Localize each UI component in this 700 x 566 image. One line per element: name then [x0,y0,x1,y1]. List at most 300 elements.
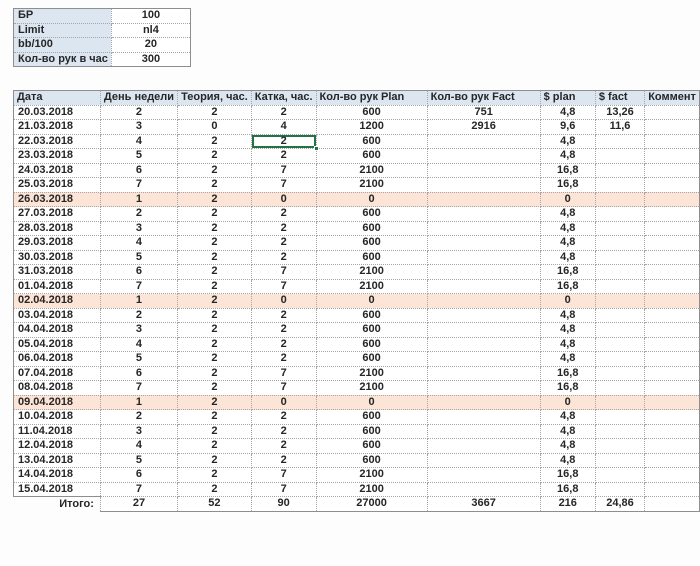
cell-fact[interactable] [427,221,540,236]
cell-theory[interactable]: 2 [178,482,252,497]
cell-plan[interactable]: 0 [316,294,427,309]
cell-plan[interactable]: 2100 [316,468,427,483]
cell-fact[interactable] [427,134,540,149]
cell-dollar_fact[interactable] [595,468,644,483]
cell-theory[interactable]: 2 [178,424,252,439]
cell-day[interactable]: 5 [100,149,177,164]
cell-theory[interactable]: 2 [178,279,252,294]
cell-plan[interactable]: 2100 [316,279,427,294]
cell-katka[interactable]: 4 [251,120,316,135]
cell-fact[interactable] [427,424,540,439]
header-row [14,91,700,106]
cell-fact[interactable] [427,207,540,222]
info-row [14,52,191,67]
table-row [14,192,700,207]
cell-plan[interactable]: 600 [316,410,427,425]
cell-date[interactable]: 08.04.2018 [14,381,101,396]
cell-comment[interactable] [645,381,700,396]
cell-day[interactable]: 5 [100,453,177,468]
cell-comment[interactable] [645,120,700,135]
cell-dollar_fact[interactable] [595,279,644,294]
column-header-comment[interactable]: Коммент [645,91,700,106]
cell-theory[interactable]: 2 [178,352,252,367]
table-row [14,294,700,309]
column-header-theory[interactable]: Теория, час. [178,91,252,106]
cell-plan[interactable]: 2100 [316,366,427,381]
cell-dollar_plan[interactable]: 4,8 [540,424,595,439]
cell-comment[interactable] [645,192,700,207]
cell-katka[interactable]: 2 [251,337,316,352]
cell-day[interactable]: 4 [100,134,177,149]
column-header-dollar_fact[interactable]: $ fact [595,91,644,106]
cell-katka[interactable]: 2 [251,105,316,120]
cell-day[interactable]: 4 [100,236,177,251]
cell-fact[interactable] [427,163,540,178]
cell-dollar_fact[interactable] [595,221,644,236]
cell-fact[interactable] [427,482,540,497]
cell-plan[interactable]: 2100 [316,178,427,193]
cell-fact[interactable] [427,308,540,323]
cell-dollar_fact[interactable] [595,337,644,352]
cell-katka[interactable]: 2 [251,352,316,367]
cell-fact[interactable]: 751 [427,105,540,120]
cell-plan[interactable]: 600 [316,250,427,265]
cell-dollar_plan[interactable]: 4,8 [540,410,595,425]
total-plan[interactable]: 27000 [316,497,427,512]
cell-plan[interactable]: 0 [316,395,427,410]
table-row [14,236,700,251]
cell-theory[interactable]: 2 [178,192,252,207]
info-value[interactable]: 20 [111,38,190,53]
cell-dollar_plan[interactable]: 16,8 [540,265,595,280]
column-header-plan[interactable]: Кол-во рук Plan [316,91,427,106]
table-row [14,323,700,338]
table-row [14,105,700,120]
cell-dollar_plan[interactable]: 4,8 [540,453,595,468]
cell-theory[interactable]: 2 [178,468,252,483]
cell-date[interactable]: 25.03.2018 [14,178,101,193]
cell-dollar_fact[interactable]: 13,26 [595,105,644,120]
cell-day[interactable]: 6 [100,265,177,280]
cell-theory[interactable]: 2 [178,265,252,280]
cell-comment[interactable] [645,308,700,323]
cell-fact[interactable] [427,265,540,280]
cell-katka[interactable]: 7 [251,279,316,294]
cell-day[interactable]: 5 [100,250,177,265]
cell-katka[interactable]: 2 [251,250,316,265]
cell-day[interactable]: 1 [100,192,177,207]
table-row [14,410,700,425]
cell-comment[interactable] [645,178,700,193]
cell-day[interactable]: 7 [100,381,177,396]
cell-comment[interactable] [645,439,700,454]
cell-date[interactable]: 12.04.2018 [14,439,101,454]
total-fact[interactable]: 3667 [427,497,540,512]
cell-fact[interactable] [427,366,540,381]
cell-katka[interactable]: 2 [251,308,316,323]
cell-plan[interactable]: 600 [316,439,427,454]
cell-fact[interactable] [427,352,540,367]
cell-theory[interactable]: 2 [178,337,252,352]
cell-katka[interactable]: 2 [251,134,316,149]
cell-katka[interactable]: 7 [251,482,316,497]
cell-dollar_fact[interactable] [595,352,644,367]
cell-katka[interactable]: 7 [251,366,316,381]
cell-day[interactable]: 5 [100,352,177,367]
info-value[interactable]: 100 [111,9,190,24]
table-row [14,366,700,381]
cell-comment[interactable] [645,410,700,425]
info-label[interactable]: bb/100 [14,38,112,53]
table-row [14,381,700,396]
cell-plan[interactable]: 600 [316,221,427,236]
table-row [14,308,700,323]
cell-dollar_plan[interactable]: 4,8 [540,105,595,120]
cell-fact[interactable] [427,236,540,251]
cell-theory[interactable]: 2 [178,439,252,454]
cell-dollar_fact[interactable] [595,134,644,149]
cell-plan[interactable]: 600 [316,236,427,251]
cell-dollar_plan[interactable]: 0 [540,395,595,410]
fill-handle[interactable] [314,146,319,151]
table-row [14,134,700,149]
cell-fact[interactable] [427,250,540,265]
table-row [14,424,700,439]
cell-dollar_fact[interactable] [595,381,644,396]
cell-comment[interactable] [645,236,700,251]
cell-theory[interactable]: 2 [178,410,252,425]
cell-dollar_fact[interactable] [595,439,644,454]
cell-dollar_plan[interactable]: 4,8 [540,352,595,367]
cell-fact[interactable] [427,323,540,338]
table-row [14,250,700,265]
cell-dollar_plan[interactable]: 4,8 [540,250,595,265]
total-comment[interactable] [645,497,700,512]
cell-katka[interactable]: 2 [251,410,316,425]
cell-dollar_fact[interactable] [595,366,644,381]
cell-katka[interactable]: 7 [251,468,316,483]
cell-dollar_fact[interactable] [595,149,644,164]
cell-fact[interactable] [427,337,540,352]
cell-dollar_plan[interactable]: 9,6 [540,120,595,135]
total-theory[interactable]: 52 [178,497,252,512]
cell-plan[interactable]: 600 [316,424,427,439]
cell-date[interactable]: 07.04.2018 [14,366,101,381]
cell-plan[interactable]: 1200 [316,120,427,135]
cell-day[interactable]: 4 [100,439,177,454]
cell-theory[interactable]: 2 [178,236,252,251]
cell-theory[interactable]: 2 [178,308,252,323]
cell-date[interactable]: 10.04.2018 [14,410,101,425]
cell-katka[interactable]: 2 [251,453,316,468]
table-row [14,482,700,497]
cell-theory[interactable]: 2 [178,221,252,236]
info-table [13,8,191,67]
cell-dollar_fact[interactable] [595,265,644,280]
cell-comment[interactable] [645,395,700,410]
cell-date[interactable]: 28.03.2018 [14,221,101,236]
cell-theory[interactable]: 2 [178,453,252,468]
total-dollar_plan[interactable]: 216 [540,497,595,512]
cell-date[interactable]: 29.03.2018 [14,236,101,251]
cell-theory[interactable]: 2 [178,366,252,381]
table-row [14,178,700,193]
info-label[interactable]: Limit [14,23,112,38]
cell-fact[interactable] [427,149,540,164]
cell-date[interactable]: 06.04.2018 [14,352,101,367]
cell-date[interactable]: 26.03.2018 [14,192,101,207]
table-row [14,337,700,352]
cell-day[interactable]: 2 [100,410,177,425]
cell-comment[interactable] [645,105,700,120]
total-day[interactable]: 27 [100,497,177,512]
cell-day[interactable]: 1 [100,395,177,410]
cell-dollar_fact[interactable] [595,163,644,178]
column-header-dollar_plan[interactable]: $ plan [540,91,595,106]
cell-fact[interactable] [427,439,540,454]
cell-theory[interactable]: 2 [178,294,252,309]
cell-dollar_plan[interactable]: 16,8 [540,163,595,178]
cell-plan[interactable]: 600 [316,105,427,120]
cell-plan[interactable]: 2100 [316,163,427,178]
cell-dollar_plan[interactable]: 16,8 [540,482,595,497]
cell-day[interactable]: 1 [100,294,177,309]
cell-day[interactable]: 6 [100,366,177,381]
total-dollar_fact[interactable]: 24,86 [595,497,644,512]
total-katka[interactable]: 90 [251,497,316,512]
cell-theory[interactable]: 2 [178,207,252,222]
cell-fact[interactable] [427,410,540,425]
cell-theory[interactable]: 2 [178,105,252,120]
cell-comment[interactable] [645,352,700,367]
table-row [14,439,700,454]
column-header-day[interactable]: День недели [100,91,177,106]
column-header-katka[interactable]: Катка, час. [251,91,316,106]
cell-theory[interactable]: 2 [178,163,252,178]
cell-dollar_plan[interactable]: 4,8 [540,134,595,149]
cell-fact[interactable] [427,395,540,410]
cell-plan[interactable]: 2100 [316,265,427,280]
cell-fact[interactable]: 2916 [427,120,540,135]
table-row [14,265,700,280]
cell-comment[interactable] [645,482,700,497]
cell-comment[interactable] [645,453,700,468]
cell-comment[interactable] [645,250,700,265]
table-row [14,468,700,483]
cell-dollar_fact[interactable] [595,410,644,425]
cell-day[interactable]: 3 [100,221,177,236]
cell-katka[interactable]: 2 [251,424,316,439]
cell-katka[interactable]: 7 [251,265,316,280]
cell-comment[interactable] [645,424,700,439]
cell-comment[interactable] [645,468,700,483]
cell-dollar_fact[interactable] [595,207,644,222]
cell-katka[interactable]: 2 [251,149,316,164]
cell-fact[interactable] [427,468,540,483]
cell-plan[interactable]: 600 [316,352,427,367]
cell-plan[interactable]: 600 [316,149,427,164]
cell-theory[interactable]: 2 [178,134,252,149]
cell-dollar_plan[interactable]: 4,8 [540,207,595,222]
cell-dollar_fact[interactable] [595,294,644,309]
table-row [14,207,700,222]
cell-date[interactable]: 21.03.2018 [14,120,101,135]
info-value[interactable]: 300 [111,52,190,67]
cell-comment[interactable] [645,323,700,338]
cell-dollar_plan[interactable]: 16,8 [540,279,595,294]
cell-theory[interactable]: 0 [178,120,252,135]
cell-comment[interactable] [645,337,700,352]
cell-fact[interactable] [427,453,540,468]
cell-dollar_fact[interactable] [595,424,644,439]
cell-theory[interactable]: 2 [178,323,252,338]
cell-day[interactable]: 2 [100,308,177,323]
cell-dollar_plan[interactable]: 16,8 [540,468,595,483]
cell-day[interactable]: 2 [100,105,177,120]
cell-dollar_fact[interactable] [595,323,644,338]
table-row [14,221,700,236]
cell-katka[interactable]: 0 [251,192,316,207]
cell-katka[interactable]: 7 [251,178,316,193]
cell-dollar_fact[interactable] [595,453,644,468]
totals-row [14,497,700,512]
cell-katka[interactable]: 0 [251,294,316,309]
cell-comment[interactable] [645,221,700,236]
cell-comment[interactable] [645,134,700,149]
cell-dollar_plan[interactable]: 16,8 [540,366,595,381]
cell-dollar_plan[interactable]: 0 [540,192,595,207]
table-row [14,163,700,178]
cell-date[interactable]: 13.04.2018 [14,453,101,468]
cell-katka[interactable]: 2 [251,439,316,454]
cell-date[interactable]: 20.03.2018 [14,105,101,120]
cell-dollar_plan[interactable]: 4,8 [540,439,595,454]
cell-dollar_fact[interactable]: 11,6 [595,120,644,135]
cell-day[interactable]: 3 [100,424,177,439]
cell-katka[interactable]: 2 [251,221,316,236]
cell-plan[interactable]: 600 [316,337,427,352]
info-label[interactable]: Кол-во рук в час [14,52,112,67]
cell-plan[interactable]: 600 [316,453,427,468]
cell-dollar_plan[interactable]: 4,8 [540,236,595,251]
cell-theory[interactable]: 2 [178,178,252,193]
cell-date[interactable]: 02.04.2018 [14,294,101,309]
cell-fact[interactable] [427,192,540,207]
cell-dollar_plan[interactable]: 4,8 [540,337,595,352]
info-value[interactable]: nl4 [111,23,190,38]
cell-theory[interactable]: 2 [178,381,252,396]
cell-plan[interactable]: 600 [316,207,427,222]
cell-theory[interactable]: 2 [178,149,252,164]
cell-katka[interactable]: 7 [251,381,316,396]
cell-dollar_fact[interactable] [595,395,644,410]
cell-date[interactable]: 05.04.2018 [14,337,101,352]
cell-plan[interactable]: 600 [316,323,427,338]
cell-comment[interactable] [645,366,700,381]
cell-comment[interactable] [645,207,700,222]
cell-dollar_fact[interactable] [595,250,644,265]
table-row [14,120,700,135]
cell-day[interactable]: 3 [100,323,177,338]
cell-dollar_fact[interactable] [595,308,644,323]
info-row [14,9,191,24]
cell-dollar_plan[interactable]: 4,8 [540,308,595,323]
cell-fact[interactable] [427,294,540,309]
totals-label: Итого: [14,497,101,512]
cell-fact[interactable] [427,279,540,294]
cell-fact[interactable] [427,381,540,396]
cell-day[interactable]: 6 [100,468,177,483]
cell-date[interactable]: 15.04.2018 [14,482,101,497]
cell-day[interactable]: 7 [100,279,177,294]
cell-day[interactable]: 7 [100,482,177,497]
table-row [14,352,700,367]
cell-plan[interactable]: 600 [316,134,427,149]
cell-fact[interactable] [427,178,540,193]
cell-date[interactable]: 03.04.2018 [14,308,101,323]
cell-day[interactable]: 6 [100,163,177,178]
cell-plan[interactable]: 600 [316,308,427,323]
cell-date[interactable]: 30.03.2018 [14,250,101,265]
cell-katka[interactable]: 7 [251,163,316,178]
cell-katka[interactable]: 2 [251,207,316,222]
cell-date[interactable]: 23.03.2018 [14,149,101,164]
info-label[interactable]: БР [14,9,112,24]
cell-date[interactable]: 09.04.2018 [14,395,101,410]
cell-comment[interactable] [645,294,700,309]
cell-dollar_plan[interactable]: 4,8 [540,149,595,164]
cell-dollar_fact[interactable] [595,482,644,497]
cell-dollar_plan[interactable]: 16,8 [540,178,595,193]
cell-day[interactable]: 4 [100,337,177,352]
cell-date[interactable]: 14.04.2018 [14,468,101,483]
cell-dollar_fact[interactable] [595,236,644,251]
cell-date[interactable]: 22.03.2018 [14,134,101,149]
cell-dollar_fact[interactable] [595,192,644,207]
cell-day[interactable]: 2 [100,207,177,222]
cell-dollar_plan[interactable]: 0 [540,294,595,309]
cell-dollar_plan[interactable]: 4,8 [540,221,595,236]
table-row [14,453,700,468]
cell-plan[interactable]: 2100 [316,482,427,497]
cell-comment[interactable] [645,279,700,294]
cell-plan[interactable]: 2100 [316,381,427,396]
cell-comment[interactable] [645,163,700,178]
column-header-date[interactable]: Дата [14,91,101,106]
cell-theory[interactable]: 2 [178,395,252,410]
cell-katka[interactable]: 2 [251,236,316,251]
cell-date[interactable]: 11.04.2018 [14,424,101,439]
cell-day[interactable]: 7 [100,178,177,193]
cell-dollar_plan[interactable]: 4,8 [540,323,595,338]
column-header-fact[interactable]: Кол-во рук Fact [427,91,540,106]
cell-date[interactable]: 24.03.2018 [14,163,101,178]
cell-katka[interactable]: 0 [251,395,316,410]
cell-date[interactable]: 04.04.2018 [14,323,101,338]
cell-plan[interactable]: 0 [316,192,427,207]
cell-date[interactable]: 01.04.2018 [14,279,101,294]
table-row [14,149,700,164]
cell-comment[interactable] [645,149,700,164]
cell-date[interactable]: 31.03.2018 [14,265,101,280]
cell-comment[interactable] [645,265,700,280]
cell-theory[interactable]: 2 [178,250,252,265]
cell-dollar_fact[interactable] [595,178,644,193]
cell-date[interactable]: 27.03.2018 [14,207,101,222]
cell-day[interactable]: 3 [100,120,177,135]
cell-katka[interactable]: 2 [251,323,316,338]
cell-dollar_plan[interactable]: 16,8 [540,381,595,396]
